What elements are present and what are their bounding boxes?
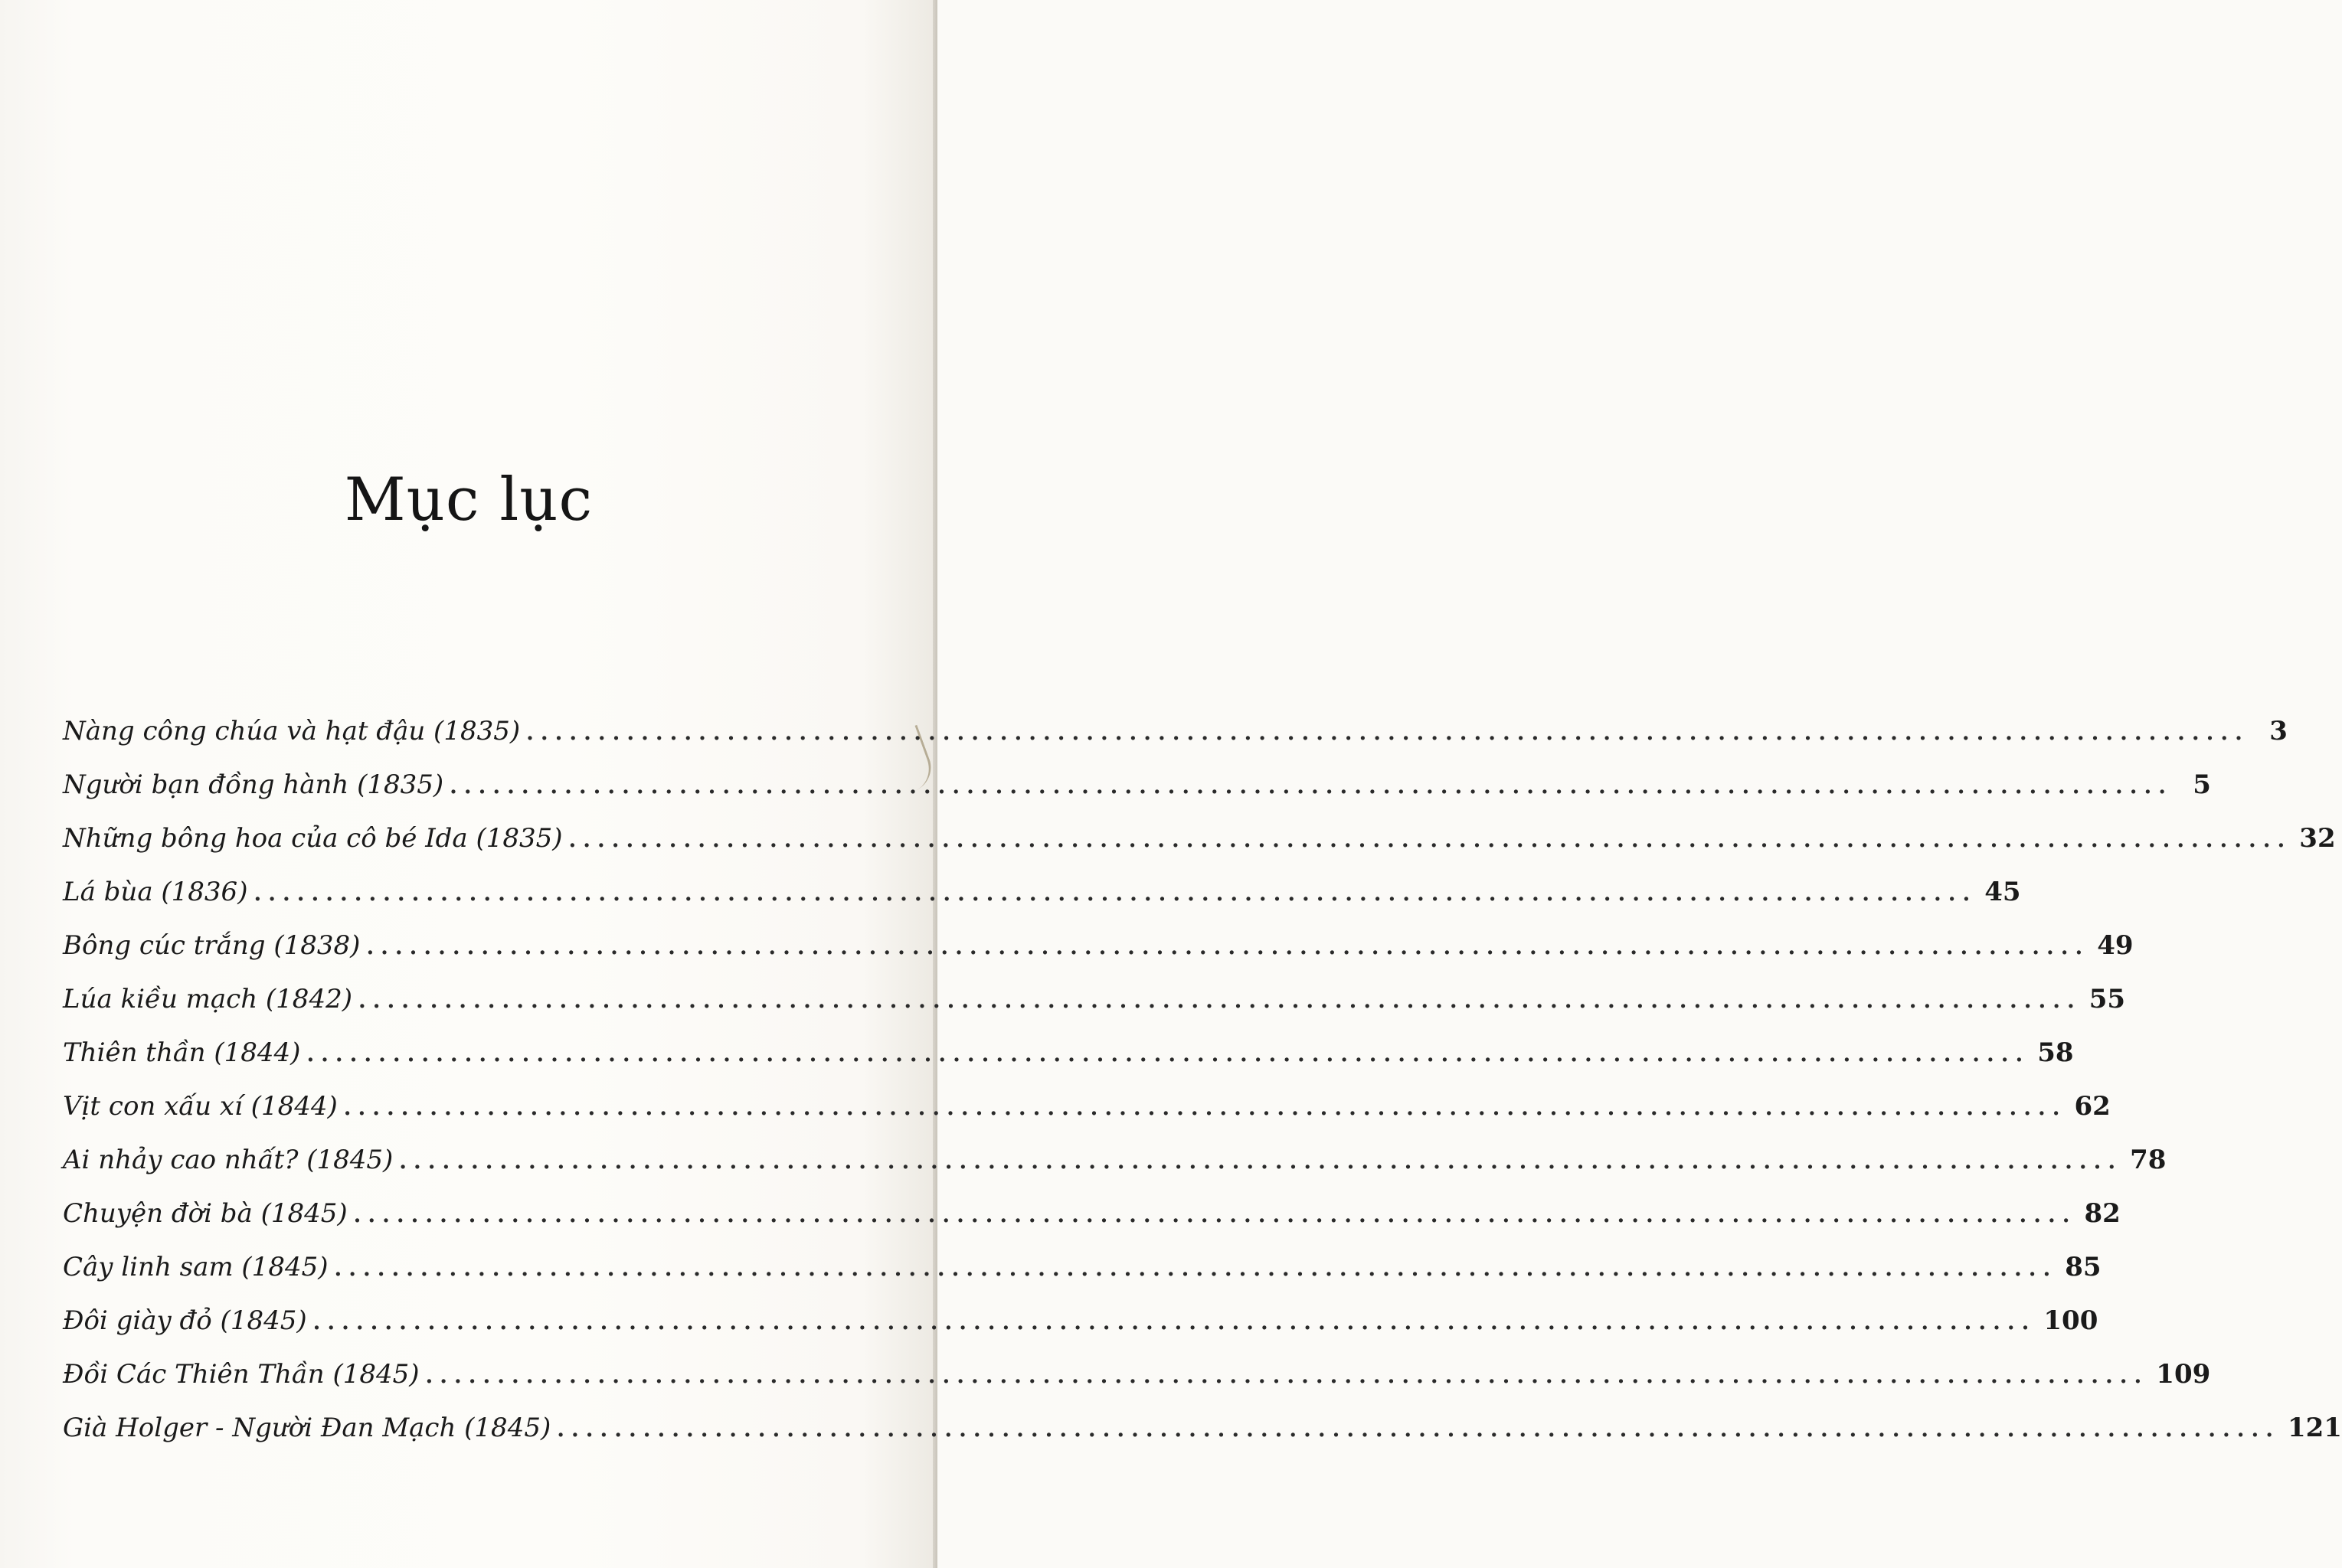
toc-page-number: 32 [2299, 823, 2336, 854]
toc-dot-leader: ........................................................................................................................ [366, 934, 2090, 959]
toc-entry [63, 1294, 2098, 1348]
toc-entry [63, 1133, 2167, 1187]
toc-entry-title: Người bạn đồng hành (1835) [63, 769, 444, 800]
toc-entry [63, 1240, 2102, 1294]
toc-dot-leader: ........................................................................................................................ [312, 1309, 2036, 1334]
toc-page-number: 109 [2156, 1359, 2211, 1390]
toc-entry-title: Bông cúc trắng (1838) [63, 930, 361, 961]
toc-dot-leader: ........................................................................................................................ [568, 827, 2292, 852]
toc-entry [63, 919, 2134, 972]
toc-dot-leader: ........................................................................................................................ [353, 1202, 2077, 1227]
toc-page-number: 62 [2074, 1091, 2111, 1122]
toc-page-number: 5 [2193, 769, 2211, 800]
toc-dot-leader: ........................................................................................................................ [358, 988, 2082, 1013]
toc-entry-title: Ai nhảy cao nhất? (1845) [63, 1145, 394, 1175]
toc-entry [63, 1080, 2111, 1133]
toc-entry-title: Đồi Các Thiên Thần (1845) [63, 1359, 420, 1390]
toc-entry [63, 865, 2021, 919]
table-of-contents [63, 704, 2342, 1455]
toc-entry-title: Vịt con xấu xí (1844) [63, 1091, 338, 1122]
toc-entry-title: Thiên thần (1844) [63, 1037, 301, 1068]
toc-entry-title: Đôi giày đỏ (1845) [63, 1305, 307, 1336]
toc-dot-leader: ........................................................................................................................ [425, 1363, 2149, 1388]
toc-page-number: 82 [2084, 1198, 2121, 1229]
toc-dot-leader: ........................................................................................................................ [526, 720, 2249, 745]
toc-page-number: 55 [2089, 984, 2126, 1014]
toc-entry [63, 704, 2288, 758]
toc-entry-title: Lá bùa (1836) [63, 877, 248, 907]
toc-entry [63, 1187, 2121, 1240]
toc-dot-leader: ........................................................................................................................ [399, 1148, 2123, 1174]
toc-page-number: 121 [2287, 1413, 2342, 1443]
toc-dot-leader: ........................................................................................................................ [253, 880, 1977, 906]
toc-entry-title: Cây linh sam (1845) [63, 1252, 329, 1282]
toc-page-number: 58 [2037, 1037, 2074, 1068]
toc-page-number: 78 [2130, 1145, 2167, 1175]
toc-entry-title: Già Holger - Người Đan Mạch (1845) [63, 1413, 551, 1443]
toc-page-number: 85 [2065, 1252, 2102, 1282]
toc-entry-title: Lúa kiều mạch (1842) [63, 984, 352, 1014]
toc-entry [63, 972, 2126, 1026]
toc-dot-leader: ........................................................................................................................ [306, 1041, 2030, 1067]
toc-page-number: 49 [2097, 930, 2134, 961]
toc-page-number: 3 [2269, 716, 2288, 746]
toc-entry [63, 758, 2211, 812]
toc-entry [63, 1348, 2211, 1401]
toc-dot-leader: ........................................................................................................................ [343, 1095, 2067, 1120]
toc-entry-title: Nàng công chúa và hạt đậu (1835) [63, 716, 521, 746]
toc-page-number: 45 [1984, 877, 2021, 907]
toc-dot-leader: ........................................................................................................................ [334, 1256, 2058, 1281]
toc-entry [63, 1026, 2074, 1080]
toc-dot-leader: ........................................................................................................................ [450, 773, 2173, 799]
toc-entry-title: Những bông hoa của cô bé Ida (1835) [63, 823, 563, 854]
toc-dot-leader: ........................................................................................................................ [557, 1416, 2280, 1442]
toc-entry-title: Chuyện đời bà (1845) [63, 1198, 348, 1229]
page-title: Mục lục [344, 466, 594, 534]
toc-entry [63, 1401, 2342, 1455]
toc-page-number: 100 [2043, 1305, 2098, 1336]
toc-entry [63, 812, 2336, 865]
